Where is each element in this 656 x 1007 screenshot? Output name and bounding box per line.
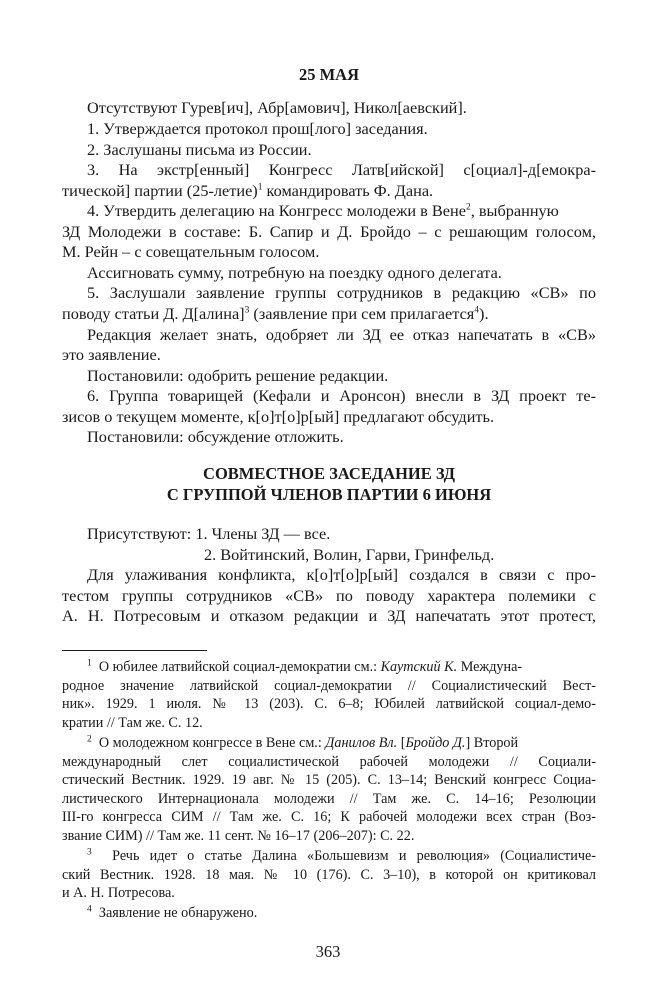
text-line: зисов о текущем моменте, к[о]т[о]р[ый] предлагают обсудить.	[62, 407, 495, 426]
footnote-ref-2[interactable]: 2	[465, 202, 471, 213]
footnote-number: 1	[87, 658, 92, 669]
text-line: Постановили: обсуждение отложить.	[87, 427, 344, 446]
text-line: тестом группы сотрудников «СВ» по поводу характера полемики с	[62, 586, 596, 605]
author-name: Данилов Вл.	[325, 735, 398, 751]
footnote-line: международный слет социалистической рабочей молодежи // Социали-	[62, 754, 596, 770]
text-line: Присутствуют: 1. Члены ЗД — все.	[87, 524, 331, 543]
text-line: М. Рейн – с совещательным голосом.	[62, 242, 320, 261]
text-line: 6. Группа товарищей (Кефали и Аронсон) внесли в ЗД проект те-	[87, 386, 596, 405]
footnote-number: 4	[87, 904, 92, 915]
footnote-line: ник». 1929. 1 июля. № 13 (203). С. 6–8; Юбилей латвийской социал-демо-	[62, 696, 596, 712]
page-number: 363	[315, 942, 341, 961]
footnote-4: $^4$ Заявление не обнаружено.	[87, 904, 258, 921]
text-line: 4. Утвердить делегацию на Конгресс молодежи в Вене$^2$, выбранную	[87, 201, 559, 220]
footnote-line: кратии // Там же. С. 12.	[62, 715, 203, 731]
section-title-line: С ГРУППОЙ ЧЛЕНОВ ПАРТИИ 6 ИЮНЯ	[166, 485, 492, 504]
footnote-number: 3	[87, 847, 92, 858]
text-line: 2. Заслушаны письма из России.	[87, 140, 312, 159]
text-line: А. Н. Потресовым и отказом редакции и ЗД напечатать этот протест,	[62, 606, 596, 625]
footnote-line: ский Вестник. 1928. 18 мая. № 10 (176). С. 3–10), в которой он критиковал	[62, 867, 596, 883]
text-line: Отсутствуют Гурев[ич], Абр[амович], Никол[аевский].	[87, 98, 467, 117]
footnote-line: звание СИМ) // Там же. 11 сент. № 16–17 (206–207): С. 22.	[62, 828, 415, 844]
footnote-separator	[62, 650, 207, 651]
footnote-2: $^2$ О молодежном конгрессе в Вене см.: Данилов Вл. [Бройдо Д.] Второй	[87, 734, 519, 751]
text-line: Постановили: одобрить решение редакции.	[87, 366, 389, 385]
text-line: ЗД Молодежи в составе: Б. Сапир и Д. Бройдо – с решающим голосом,	[62, 222, 596, 241]
footnote-ref-4[interactable]: 4	[474, 305, 480, 316]
text-line: 3. На экстр[енный] Конгресс Латв[ийской] с[оциал]-д[емокра-	[87, 160, 596, 179]
section-title-25-may: 25 МАЯ	[298, 65, 360, 84]
text-line: это заявление.	[62, 345, 161, 364]
text-line: тической] партии (25-летие)$^1$ командировать Ф. Дана.	[62, 181, 434, 200]
text-line: Редакция желает знать, одобряет ли ЗД ее отказ напечатать в «СВ»	[87, 325, 596, 344]
footnote-1: $^1$ О юбилее латвийской социал-демократии см.: Каутский К. Междуна-	[87, 658, 523, 675]
footnote-line: родное значение латвийской социал-демократии // Социалистический Вест-	[62, 678, 596, 694]
text-line: 1. Утверждается протокол прош[лого] заседания.	[87, 119, 428, 138]
footnote-ref-3[interactable]: 3	[244, 305, 250, 316]
footnote-line: III-го конгресса СИМ // Там же. С. 16; К рабочей молодежи всех стран (Воз-	[62, 809, 596, 825]
section-title-line: СОВМЕСТНОЕ ЗАСЕДАНИЕ ЗД	[203, 464, 455, 483]
text-line: Ассигновать сумму, потребную на поездку одного делегата.	[87, 263, 502, 282]
text-line: 5. Заслушали заявление группы сотрудников в редакцию «СВ» по	[87, 283, 596, 302]
author-name: Бройдо Д.	[405, 735, 466, 751]
text-line: Для улаживания конфликта, к[о]т[о]р[ый] создался в связи с про-	[87, 565, 596, 584]
section-title-joint-meeting	[62, 463, 596, 505]
footnote-line: листического Интернационала молодежи // Там же. С. 14–16; Резолюции	[62, 791, 596, 807]
text-line: 2. Войтинский, Волин, Гарви, Гринфельд.	[204, 545, 495, 564]
footnote-line: и А. Н. Потресова.	[62, 885, 175, 901]
footnote-number: 2	[87, 734, 92, 745]
footnote-3: $^3$ Речь идет о статье Далина «Большевизм и революция» (Социалистиче-	[87, 847, 597, 864]
author-name: Каутский К.	[380, 659, 458, 675]
footnote-ref-1[interactable]: 1	[257, 182, 263, 193]
footnote-line: стический Вестник. 1929. 19 авг. № 15 (205). С. 13–14; Венский конгресс Социа-	[62, 772, 596, 788]
text-line: поводу статьи Д. Д[алина]$^3$ (заявление при сем прилагается$^4$).	[62, 304, 489, 323]
